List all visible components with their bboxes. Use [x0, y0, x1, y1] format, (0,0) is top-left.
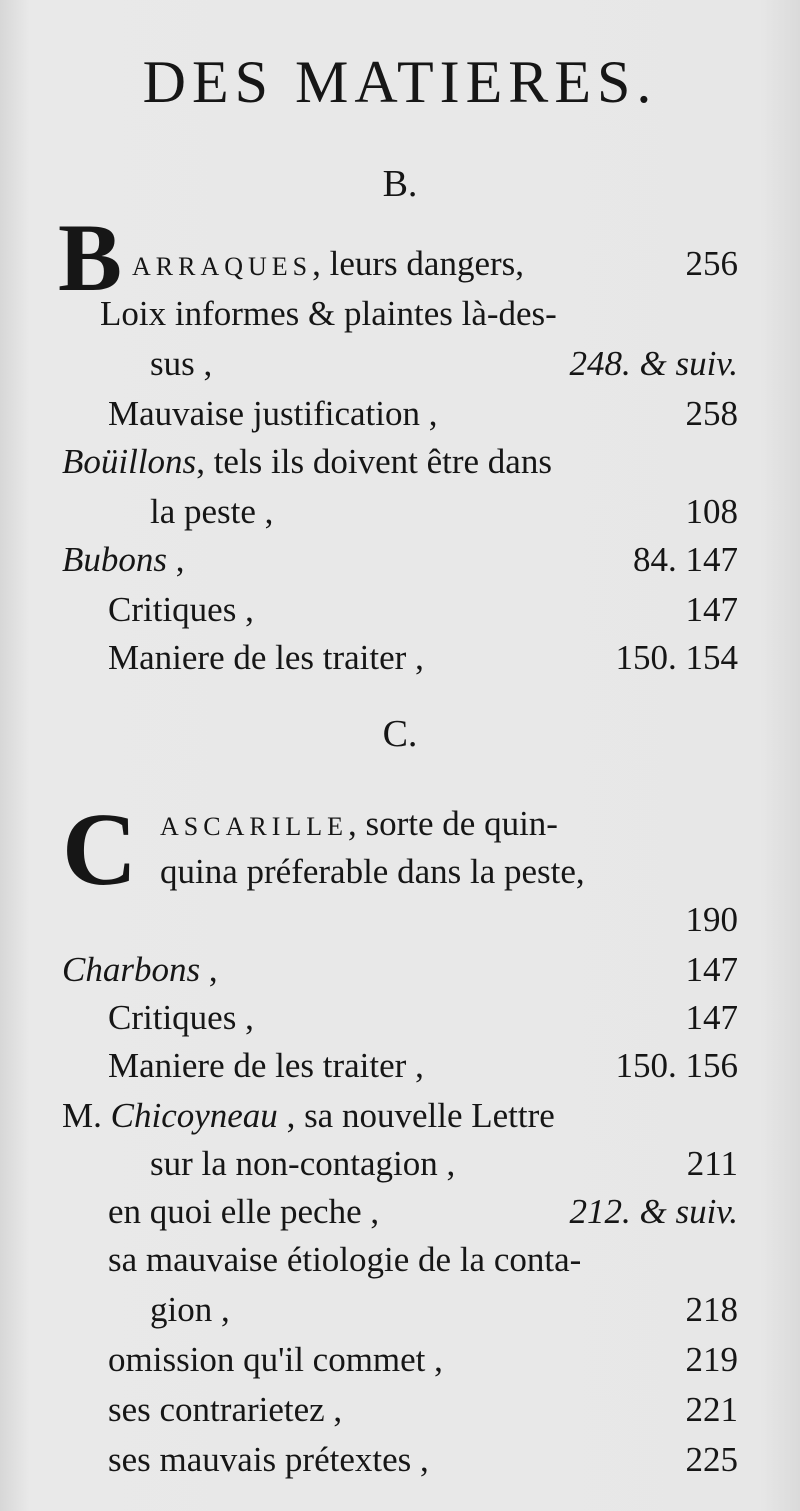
index-entry — [108, 394, 738, 444]
index-entry — [108, 1240, 738, 1290]
index-entry — [132, 244, 738, 294]
page-reference: 147 — [685, 950, 738, 989]
entry-text: quina préferable dans la peste, — [160, 852, 585, 891]
entry-keyword: Boüillons — [62, 442, 197, 481]
index-entry — [160, 804, 738, 854]
index-entry — [62, 900, 738, 950]
entry-text: , sa nouvelle Lettre — [277, 1096, 555, 1135]
index-entry — [62, 950, 738, 1000]
page-reference: 248. & suiv. — [569, 344, 738, 383]
page-reference: 221 — [685, 1390, 738, 1429]
entry-text: Maniere de les traiter , — [108, 638, 424, 677]
entry-text: Loix informes & plaintes là-des- — [100, 294, 557, 333]
index-entry — [62, 540, 738, 590]
entry-text: , — [200, 950, 218, 989]
page-reference: 211 — [686, 1144, 738, 1183]
page-reference: 225 — [685, 1440, 738, 1479]
entry-text: gion , — [150, 1290, 230, 1329]
page-reference: 150. 154 — [615, 638, 738, 677]
entry-text: sus , — [150, 344, 213, 383]
entry-text: , tels ils doivent être dans — [196, 442, 552, 481]
drop-cap-b: B — [58, 204, 123, 311]
index-entry — [108, 998, 738, 1048]
page-reference: 147 — [685, 590, 738, 629]
entry-text: sur la non-contagion , — [150, 1144, 456, 1183]
entry-text: Maniere de les traiter , — [108, 1046, 424, 1085]
index-entry — [150, 344, 738, 394]
entry-keyword: Charbons — [62, 950, 201, 989]
index-entry — [150, 492, 738, 542]
page-reference: 108 — [685, 492, 738, 531]
index-entry — [150, 1290, 738, 1340]
page-reference: 147 — [685, 998, 738, 1037]
entry-text: en quoi elle peche , — [108, 1192, 380, 1231]
page-reference: 84. 147 — [633, 540, 738, 579]
page-reference: 150. 156 — [615, 1046, 738, 1085]
entry-prefix: M. — [62, 1096, 111, 1135]
entry-text: , leurs dangers, — [312, 244, 525, 283]
index-entry — [108, 638, 738, 688]
entry-text: omission qu'il commet , — [108, 1340, 443, 1379]
page-reference: 256 — [685, 244, 738, 283]
index-entry — [108, 590, 738, 640]
page-reference: 258 — [685, 394, 738, 433]
entry-text: sa mauvaise étiologie de la conta- — [108, 1240, 582, 1279]
index-entry — [108, 1046, 738, 1096]
entry-text: Mauvaise justification , — [108, 394, 438, 433]
entry-text: ses contrarietez , — [108, 1390, 343, 1429]
entry-text: Critiques , — [108, 998, 254, 1037]
index-entry — [100, 294, 738, 344]
index-entry — [108, 1440, 738, 1490]
index-entry — [108, 1340, 738, 1390]
page-reference: 190 — [685, 900, 738, 939]
entry-lead: ARRAQUES — [132, 252, 313, 281]
section-letter-c: C. — [382, 713, 418, 755]
entry-keyword: Bubons — [62, 540, 167, 579]
drop-cap-c: C — [62, 792, 138, 907]
entry-text: ses mauvais prétextes , — [108, 1440, 429, 1479]
entry-text: , — [167, 540, 185, 579]
entry-text: Critiques , — [108, 590, 254, 629]
index-entry — [62, 1096, 738, 1146]
index-entry — [160, 852, 738, 902]
section-letter-b: B. — [382, 163, 418, 205]
page-title: DES MATIERES. — [142, 49, 658, 115]
entry-lead: ASCARILLE — [160, 812, 348, 841]
page-reference: 219 — [685, 1340, 738, 1379]
index-entry — [150, 1144, 738, 1194]
entry-keyword: Chicoyneau — [110, 1096, 278, 1135]
entry-text: la peste , — [150, 492, 274, 531]
page-reference: 212. & suiv. — [569, 1192, 738, 1231]
entry-text: , sorte de quin- — [348, 804, 558, 843]
index-entry — [62, 442, 738, 492]
index-entry — [108, 1192, 738, 1242]
page-reference: 218 — [685, 1290, 738, 1329]
index-entry — [108, 1390, 738, 1440]
